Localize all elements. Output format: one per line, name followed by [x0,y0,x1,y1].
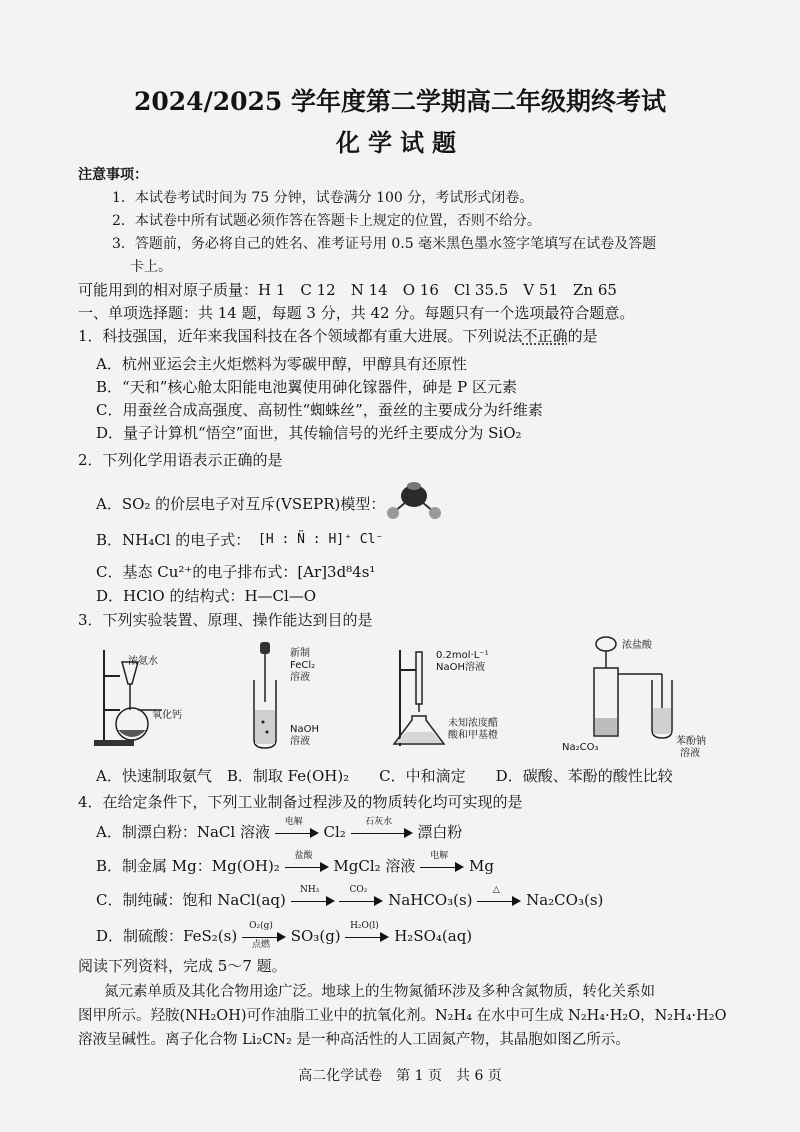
question-3-stem: 3．下列实验装置、原理、操作能达到目的是 [78,611,373,629]
arrow-condition: 电解 [430,851,449,861]
q4b-intermediate: MgCl₂ 溶液 [333,857,416,875]
notice-item: 1．本试卷考试时间为 75 分钟，试卷满分 100 分，考试形式闭卷。 [112,190,534,206]
page-footer: 高二化学试卷 第 1 页 共 6 页 [298,1068,502,1084]
q4b-prefix: B．制金属 Mg：Mg(OH)₂ [96,857,280,875]
label-solution: 溶液 [290,736,310,747]
q1-option-a: A．杭州亚运会主火炬燃料为零碳甲醇，甲醇具有还原性 [96,355,467,373]
reading-line: 氮元素单质及其化合物用途广泛。地球上的生物氮循环涉及多种含氮物质，转化关系如 [104,984,655,1000]
q4-option-b [96,851,494,877]
reaction-arrow [285,851,329,877]
notice-heading: 注意事项： [78,167,148,183]
q4d-product: H₂SO₄(aq) [394,927,473,945]
q2-option-c: C．基态 Cu²⁺的电子排布式：[Ar]3d⁸4s¹ [96,563,376,581]
arrow-condition: 电解 [284,817,303,827]
arrow-condition: CO₂ [349,885,368,895]
label-sodium-phenoxide: 苯酚钠 [676,736,706,747]
label-solution: 溶液 [290,672,310,683]
question-4-stem: 4．在给定条件下，下列工业制备过程涉及的物质转化均可实现的是 [78,793,523,811]
reaction-arrow [345,921,389,947]
q1-stem-emphasis: 不正确 [522,327,568,345]
notice-item: 3．答题前，务必将自己的姓名、准考证号用 0.5 毫米黑色墨水签字笔填写在试卷及答题 [112,236,657,252]
q1-option-b: B．“天和”核心舱太阳能电池翼使用砷化镓器件，砷是 P 区元素 [96,378,517,396]
q1-option-c: C．用蚕丝合成高强度、高韧性“蜘蛛丝”，蚕丝的主要成分为纤维素 [96,401,543,419]
q4-option-d [96,921,473,950]
exam-title: 2024/2025 学年度第二学期高二年级期终考试 [134,87,666,116]
q4a-product: 漂白粉 [417,823,463,841]
notice-item: 卡上。 [130,259,172,275]
reaction-arrow [242,921,286,950]
nh4cl-electron-formula: [H : N̈ : H]⁺ Cl⁻ [258,532,384,547]
vsepr-model-image [384,478,444,524]
arrow-condition: H₂O(l) [350,921,379,931]
question-1-stem [78,326,598,346]
reaction-arrow [351,817,413,843]
q4d-prefix: D．制硫酸：FeS₂(s) [96,927,238,945]
arrow-condition: O₂(g) [249,921,273,931]
question-2-stem: 2．下列化学用语表示正确的是 [78,451,283,469]
label-fecl2: FeCl₂ [290,660,316,671]
reading-line: 溶液呈碱性。离子化合物 Li₂CN₂ 是一种高活性的人工固氮产物，其晶胞如图乙所示。 [78,1032,630,1048]
q4b-product: Mg [468,857,494,875]
q1-option-d: D．量子计算机“悟空”面世，其传输信号的光纤主要成分为 SiO₂ [96,424,522,442]
q4-option-a [96,817,463,843]
q2-option-b: B．NH₄Cl 的电子式： [96,531,251,549]
q4c-product: Na₂CO₃(s) [526,891,604,909]
label-na2co3: Na₂CO₃ [562,742,599,753]
reaction-arrow [420,851,464,877]
q4-option-c [96,885,604,911]
label-naoh: NaOH [290,724,319,735]
arrow-condition: NH₃ [299,885,320,895]
arrow-condition: △ [492,885,500,895]
section-heading: 一、单项选择题：共 14 题，每题 3 分，共 42 分。每题只有一个选项最符合题意。 [78,304,635,322]
q1-stem-before: 1．科技强国，近年来我国科技在各个领域都有重大进展。下列说法 [78,327,523,345]
reaction-arrow [339,885,383,911]
arrow-condition: 盐酸 [294,851,313,861]
q2-option-d: D．HClO 的结构式：H—Cl—O [96,587,317,605]
reaction-arrow [291,885,335,911]
arrow-condition: 点燃 [251,940,270,950]
label-naoh-solution: NaOH溶液 [436,662,485,673]
apparatus-b-feoh2 [248,640,288,750]
q4a-intermediate: Cl₂ [323,823,346,841]
label-conc-hcl: 浓盐酸 [622,640,652,651]
q1-stem-after: 的是 [567,327,598,345]
label-conc-ammonia: 浓氨水 [128,656,158,667]
q4a-prefix: A．制漂白粉：NaCl 溶液 [96,823,270,841]
notice-item: 2．本试卷中所有试题必须作答在答题卡上规定的位置，否则不给分。 [112,213,541,229]
exam-subtitle: 化学试题 [336,128,464,157]
label-unknown-acid: 未知浓度醋 [448,718,498,729]
label-calcium-oxide: 氧化钙 [152,710,182,721]
reading-line: 图甲所示。羟胺(NH₂OH)可作油脂工业中的抗氧化剂。N₂H₄ 在水中可生成 N₂H₄·H₂O，N₂H₄·H₂O [78,1008,727,1024]
q3-options: A．快速制取氨气 B．制取 Fe(OH)₂ C．中和滴定 D．碳酸、苯酚的酸性比较 [96,767,673,785]
label-methyl-orange: 酸和甲基橙 [448,730,498,741]
reaction-arrow [275,817,319,843]
label-solution: 溶液 [680,748,700,759]
q4c-intermediate: NaHCO₃(s) [388,891,473,909]
label-naoh-conc: 0.2mol·L⁻¹ [436,650,489,661]
q4d-intermediate: SO₃(g) [290,927,341,945]
label-fresh: 新制 [290,648,310,659]
arrow-condition: 石灰水 [365,817,393,827]
atomic-masses: 可能用到的相对原子质量：H 1 C 12 N 14 O 16 Cl 35.5 V 51 Zn 65 [78,281,617,299]
q4c-prefix: C．制纯碱：饱和 NaCl(aq) [96,891,286,909]
q2-option-a: A．SO₂ 的价层电子对互斥(VSEPR)模型： [96,495,386,513]
reading-intro: 阅读下列资料，完成 5～7 题。 [78,957,287,975]
reaction-arrow [477,885,521,911]
